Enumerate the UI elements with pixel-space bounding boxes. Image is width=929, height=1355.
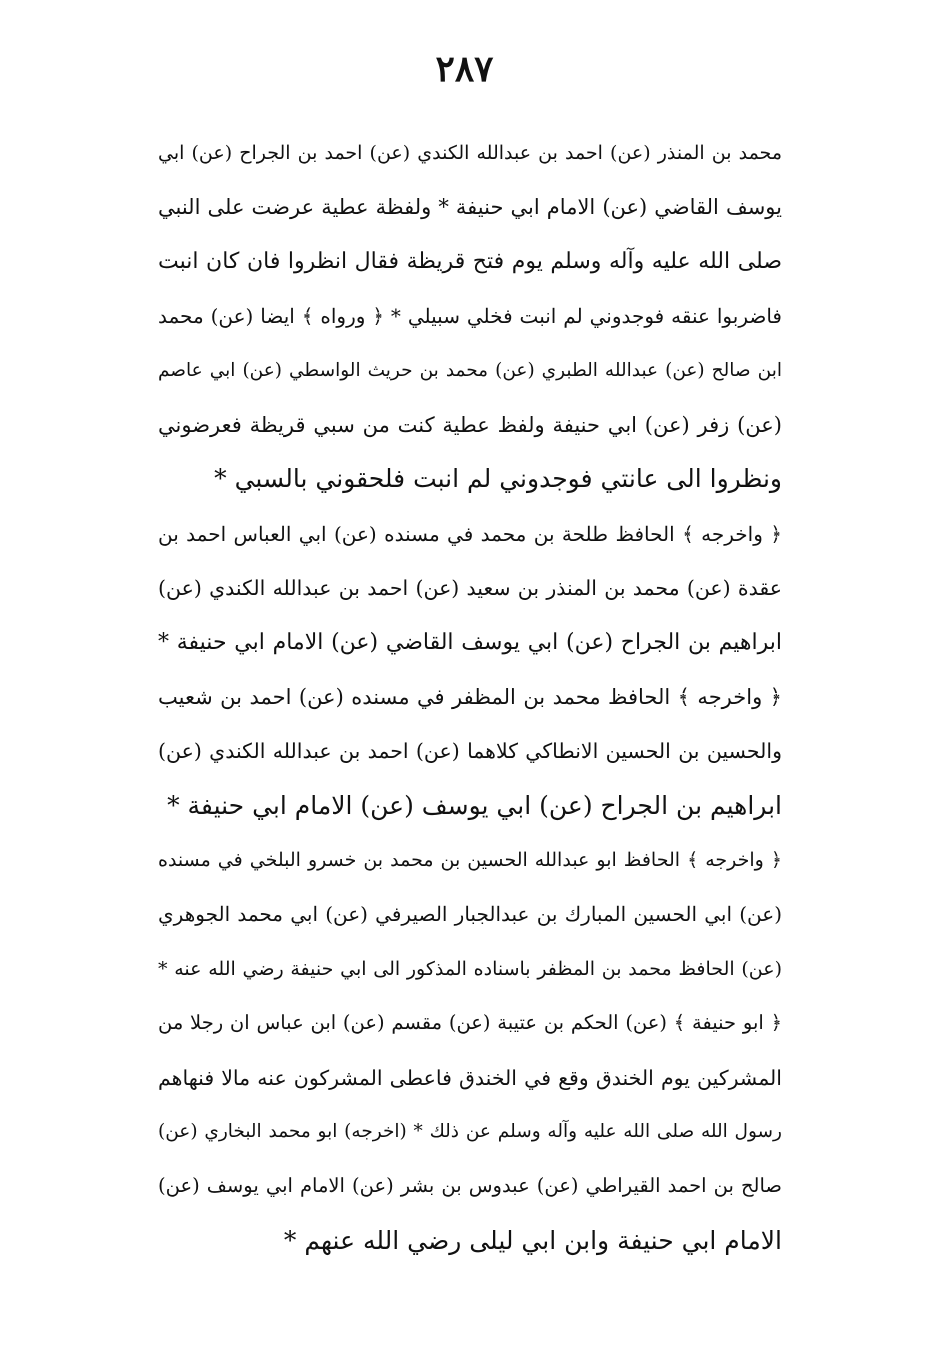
text-line-16: (عن) الحافظ محمد بن المظفر باسناده المذكور الى ابي حنيفة رضي الله عنه * xyxy=(158,957,782,980)
text-line-13: ابراهيم بن الجراح (عن) ابي يوسف (عن) الامام ابي حنيفة * xyxy=(167,790,782,820)
text-line-6: (عن) زفر (عن) ابي حنيفة ولفظ عطية كنت من سبي قريظة فعرضوني xyxy=(158,412,782,437)
text-line-8: ﴿ واخرجه ﴾ الحافظ طلحة بن محمد في مسنده (عن) ابي العباس احمد بن xyxy=(158,521,782,546)
text-line-4: فاضربوا عنقه فوجدوني لم انبت فخلي سبيلي * ﴿ ورواه ﴾ ايضا (عن) محمد xyxy=(158,304,782,329)
text-line-11: ﴿ واخرجه ﴾ الحافظ محمد بن المظفر في مسنده (عن) احمد بن شعيب xyxy=(158,684,782,709)
text-line-9: عقدة (عن) محمد بن المنذر بن سعيد (عن) احمد بن عبدالله الكندي (عن) xyxy=(158,576,782,601)
text-line-15: (عن) ابي الحسين المبارك بن عبدالجبار الصيرفي (عن) ابي محمد الجوهري xyxy=(158,902,782,927)
text-line-21: الامام ابي حنيفة وابن ابي ليلى رضي الله عنهم * xyxy=(283,1225,782,1255)
body-text xyxy=(158,126,782,1268)
text-line-17: ﴿ ابو حنيفة ﴾ (عن) الحكم بن عتيبة (عن) مقسم (عن) ابن عباس ان رجلا من xyxy=(158,1011,782,1035)
page-number: ٢٨٧ xyxy=(435,48,494,90)
text-line-7: ونظروا الى عانتي فوجدوني لم انبت فلحقوني بالسبي * xyxy=(214,464,782,494)
text-line-20: صالح بن احمد القيراطي (عن) عبدوس بن بشر (عن) الامام ابي يوسف (عن) xyxy=(158,1174,782,1198)
text-line-2: يوسف القاضي (عن) الامام ابي حنيفة * ولفظة عطية عرضت على النبي xyxy=(158,195,782,220)
text-line-14: ﴿ واخرجه ﴾ الحافظ ابو عبدالله الحسين بن محمد بن خسرو البلخي في مسنده xyxy=(158,849,782,872)
text-line-3: صلى الله عليه وآله وسلم يوم فتح قريظة فقال انظروا فان كان انبت xyxy=(158,248,782,274)
text-line-18: المشركين يوم الخندق وقع في الخندق فاعطى المشركون عنه مالا فنهاهم xyxy=(158,1065,782,1090)
text-line-1: محمد بن المنذر (عن) احمد بن عبدالله الكندي (عن) احمد بن الجراح (عن) ابي xyxy=(158,142,782,164)
text-line-12: والحسين بن الحسين الانطاكي كلاهما (عن) احمد بن عبدالله الكندي (عن) xyxy=(158,739,782,764)
text-line-5: ابن صالح (عن) عبدالله الطبري (عن) محمد بن حريث الواسطي (عن) ابي عاصم xyxy=(158,359,782,381)
text-line-19: رسول الله صلى الله عليه وآله وسلم عن ذلك * (اخرجه) ابو محمد البخاري (عن) xyxy=(158,1121,782,1143)
text-line-10: ابراهيم بن الجراح (عن) ابي يوسف القاضي (عن) الامام ابي حنيفة * xyxy=(158,629,782,655)
